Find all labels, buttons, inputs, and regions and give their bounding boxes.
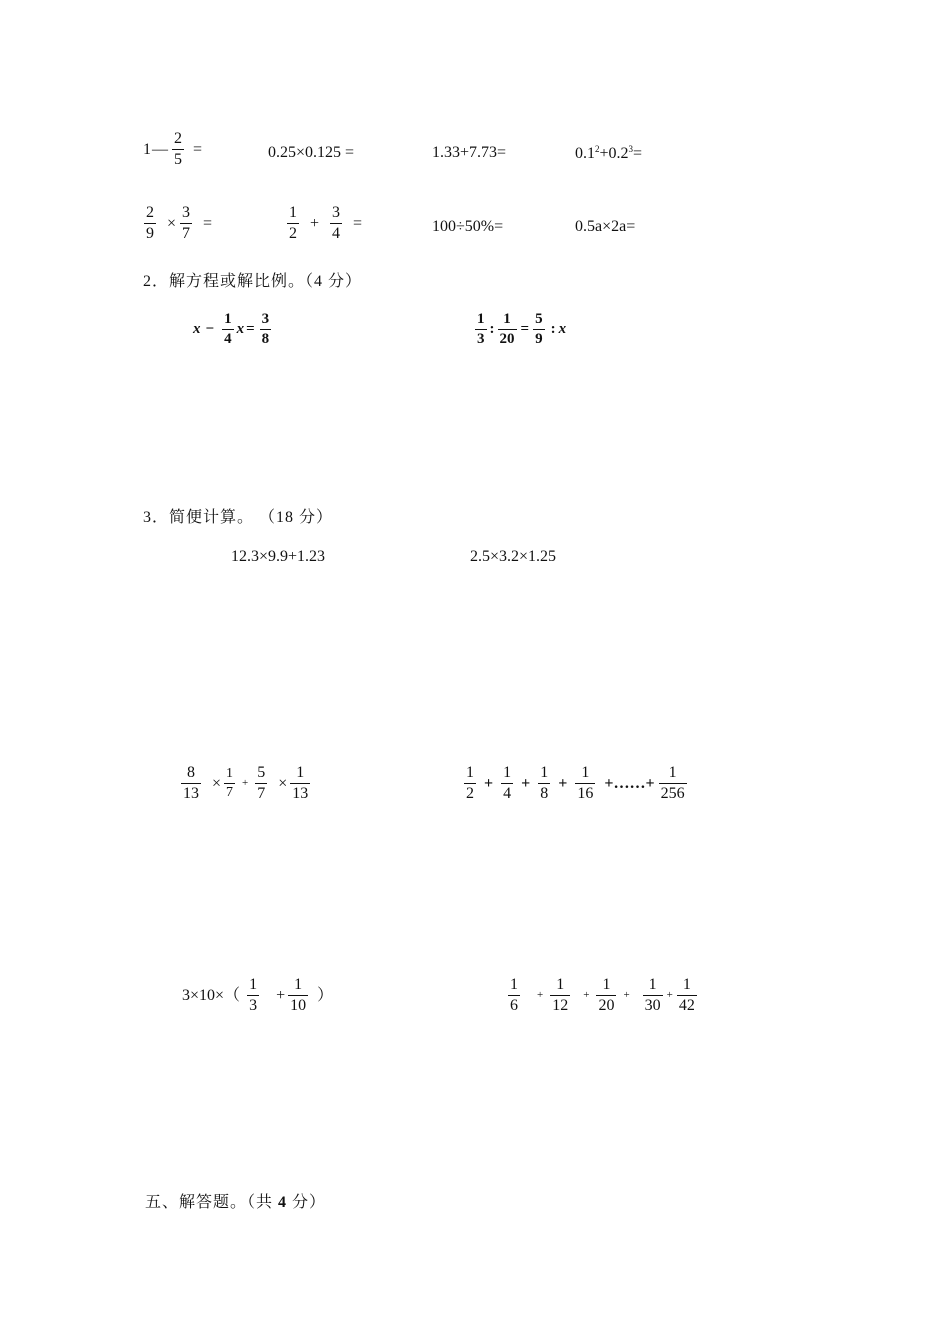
equals-sign: =	[246, 321, 255, 337]
numerator: 1	[503, 311, 511, 327]
fraction	[224, 767, 235, 800]
denominator: 4	[224, 331, 232, 347]
numerator: 1	[466, 764, 474, 781]
numerator: 8	[187, 764, 195, 781]
denominator: 13	[183, 785, 199, 802]
denominator: 7	[257, 785, 266, 802]
numerator: 1	[602, 976, 611, 993]
oral-calc-6	[284, 205, 362, 242]
simplify-calc-4	[461, 765, 690, 802]
denominator: 10	[290, 997, 307, 1014]
minus-sign: —	[152, 140, 168, 158]
plus-sign: +	[276, 986, 286, 1004]
simplify-calc-2: 2.5×3.2×1.25	[470, 548, 557, 565]
numerator: 1	[503, 764, 512, 781]
oral-calc-3: 1.33+7.73=	[432, 144, 507, 161]
simplify-calc-5	[182, 977, 333, 1014]
fraction	[550, 977, 570, 1014]
fraction	[255, 765, 267, 802]
proportion-1	[472, 312, 566, 347]
simplify-calc-3	[178, 765, 313, 802]
simplify-calc-6	[505, 977, 700, 1014]
numerator: 1	[510, 976, 518, 993]
numerator: 1	[249, 976, 258, 993]
times-sign: ×	[212, 774, 222, 792]
fraction	[287, 205, 299, 242]
exponent-b: 3	[628, 144, 634, 154]
fraction	[260, 312, 272, 347]
numerator: 3	[332, 204, 341, 221]
section-heading-equations: 2．解方程或解比例。（4 分）	[143, 273, 363, 290]
denominator: 256	[660, 785, 685, 802]
denominator: 3	[249, 997, 258, 1014]
minus-sign: −	[205, 321, 215, 337]
variable-x: x	[236, 321, 245, 337]
fraction	[643, 977, 663, 1014]
fraction	[501, 765, 513, 802]
ratio-colon: :	[550, 321, 556, 337]
fraction	[247, 977, 259, 1014]
denominator: 20	[598, 997, 615, 1014]
section-heading-word-problems	[145, 1195, 326, 1211]
denominator: 4	[332, 225, 341, 242]
oral-calc-4	[575, 145, 642, 162]
heading-points: 4	[278, 1194, 288, 1211]
oral-calc-8: 0.5a×2a=	[575, 218, 636, 235]
simplify-calc-1: 12.3×9.9+1.23	[231, 548, 326, 565]
fraction	[475, 312, 487, 347]
fraction	[533, 312, 545, 347]
fraction	[464, 765, 476, 802]
numerator: 1	[289, 204, 297, 221]
numerator: 1	[224, 311, 232, 327]
numerator: 5	[535, 311, 543, 327]
section-heading-simplify: 3．简便计算。 （18 分）	[143, 509, 334, 526]
equals-sign: =	[520, 321, 530, 337]
equals-sign: =	[633, 145, 643, 162]
oral-calc-2: 0.25×0.125 =	[268, 144, 355, 161]
times-sign: ×	[167, 214, 177, 232]
denominator: 3	[477, 331, 485, 347]
fraction	[144, 205, 156, 242]
fraction	[222, 312, 234, 347]
plus-sign: +	[558, 774, 568, 792]
numerator: 1	[581, 764, 590, 781]
fraction	[181, 765, 201, 802]
heading-text-start: 五、解答题。（共	[145, 1194, 279, 1211]
numerator: 2	[174, 130, 182, 147]
denominator: 8	[540, 785, 549, 802]
numerator: 2	[146, 204, 154, 221]
fraction	[330, 205, 342, 242]
denominator: 9	[535, 331, 543, 347]
numerator: 1	[296, 764, 305, 781]
plus-sign: +	[484, 774, 494, 792]
denominator: 5	[174, 151, 182, 168]
fraction	[290, 765, 310, 802]
fraction	[180, 205, 192, 242]
denominator: 13	[292, 785, 309, 802]
times-sign: ×	[278, 774, 288, 792]
plus-sign: +	[242, 777, 249, 789]
ellipsis-plus: +……+	[604, 774, 655, 792]
base-b: +0.2	[599, 145, 629, 162]
oral-calc-1	[143, 131, 202, 168]
equals-sign: =	[203, 214, 213, 232]
denominator: 6	[510, 997, 518, 1014]
numerator: 1	[294, 976, 303, 993]
fraction	[596, 977, 616, 1014]
expression-suffix: ）	[317, 986, 334, 1004]
equals-sign: =	[193, 140, 203, 158]
fraction	[172, 131, 184, 168]
oral-calc-7: 100÷50%=	[432, 218, 504, 235]
fraction	[575, 765, 595, 802]
equals-sign: =	[353, 214, 363, 232]
heading-text-end: 分）	[287, 1194, 327, 1211]
variable-x: x	[558, 321, 567, 337]
denominator: 20	[499, 331, 515, 347]
numerator: 1	[682, 976, 691, 993]
numerator: 1	[226, 766, 234, 781]
base-a: 0.1	[575, 145, 595, 162]
denominator: 2	[466, 785, 474, 802]
denominator: 16	[577, 785, 594, 802]
numerator: 1	[540, 764, 549, 781]
denominator: 30	[644, 997, 661, 1014]
whole-number: 1	[143, 140, 151, 158]
equation-1	[193, 312, 274, 347]
fraction	[498, 312, 517, 347]
numerator: 1	[477, 311, 485, 327]
oral-calc-5	[141, 205, 212, 242]
fraction	[288, 977, 308, 1014]
numerator: 1	[648, 976, 657, 993]
denominator: 12	[552, 997, 569, 1014]
denominator: 42	[678, 997, 695, 1014]
denominator: 7	[226, 785, 234, 800]
fraction	[677, 977, 697, 1014]
denominator: 8	[261, 331, 270, 347]
expression-prefix: 3×10×（	[182, 986, 241, 1004]
numerator: 1	[668, 764, 677, 781]
numerator: 5	[257, 764, 266, 781]
variable-x: x	[193, 321, 201, 337]
ratio-colon: :	[489, 321, 495, 337]
plus-sign: +	[310, 214, 320, 232]
denominator: 9	[146, 225, 154, 242]
denominator: 4	[503, 785, 512, 802]
numerator: 3	[261, 311, 270, 327]
fraction	[508, 977, 520, 1014]
exponent-a: 2	[595, 144, 600, 154]
plus-sign: +	[537, 989, 544, 1001]
numerator: 3	[182, 204, 191, 221]
fraction	[538, 765, 550, 802]
plus-sign: +	[521, 774, 531, 792]
denominator: 2	[289, 225, 297, 242]
numerator: 1	[556, 976, 565, 993]
plus-sign: +	[583, 989, 590, 1001]
denominator: 7	[182, 225, 191, 242]
fraction	[659, 765, 687, 802]
plus-sign: +	[623, 989, 630, 1001]
plus-sign: +	[666, 989, 673, 1001]
